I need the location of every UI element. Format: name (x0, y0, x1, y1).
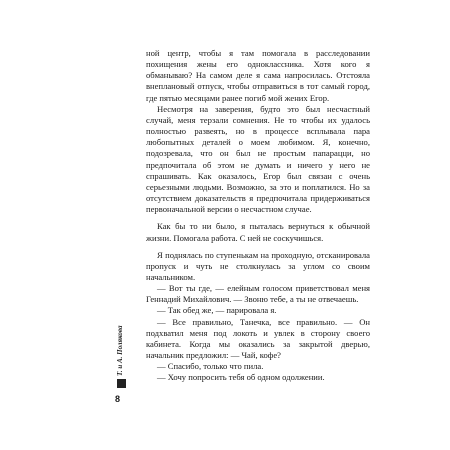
page-number: 8 (115, 394, 121, 404)
square-marker-icon (117, 379, 126, 388)
paragraph-4: Я поднялась по ступенькам на проходную, отсканировала пропуск и чуть не столкнулась за углом со своим начальником. (146, 249, 370, 282)
author-running-head: Т. и А. Полякова (116, 325, 124, 376)
body-text (146, 48, 370, 384)
paragraph-8: — Спасибо, только что пила. (157, 361, 264, 372)
paragraph-6: — Так обед же, — парировала я. (157, 305, 277, 316)
paragraph-7: — Все правильно, Танечка, все правильно. — Он подхватил меня под локоть и увлек в сторону своего кабинета. Когда мы оказались за закрытой дверью, начальник предложил: — Чай, кофе? (146, 316, 370, 361)
paragraph-5: — Вот ты где, — елейным голосом приветствовал меня Геннадий Михайлович. — Звоню тебе, а ты не отвечаешь. (146, 283, 370, 305)
paragraph-2: Несмотря на заверения, будто это был несчастный случай, меня терзали сомнения. Не то чтобы их удалось полностью развеять, но в процессе всплывала пара любопытных деталей о моем любимом. Я, конечно, подозревала, что он был не простым папарацци, но предпочитала об этом не думать и ничего у него не спрашивать. Как оказалось, Егор был связан с очень серьезными людьми. Возможно, за это и поплатился. Но за отсутствием доказательств я предпочитала придерживаться первоначальной версии о несчастном случае. (146, 103, 370, 215)
paragraph-3: Как бы то ни было, я пыталась вернуться к обычной жизни. Помогала работа. С ней не соскучишься. (146, 221, 370, 243)
paragraph-1: ной центр, чтобы я там помогала в расследовании похищения жены его одноклассника. Хотя кого я обманываю? На самом деле я сама напросилась. Отстояла внеплановый отпуск, чтобы отправиться в тот самый город, где пятью месяцами ранее погиб мой жених Егор. (146, 48, 370, 103)
paragraph-9: — Хочу попросить тебя об одном одолжении. (157, 372, 325, 383)
